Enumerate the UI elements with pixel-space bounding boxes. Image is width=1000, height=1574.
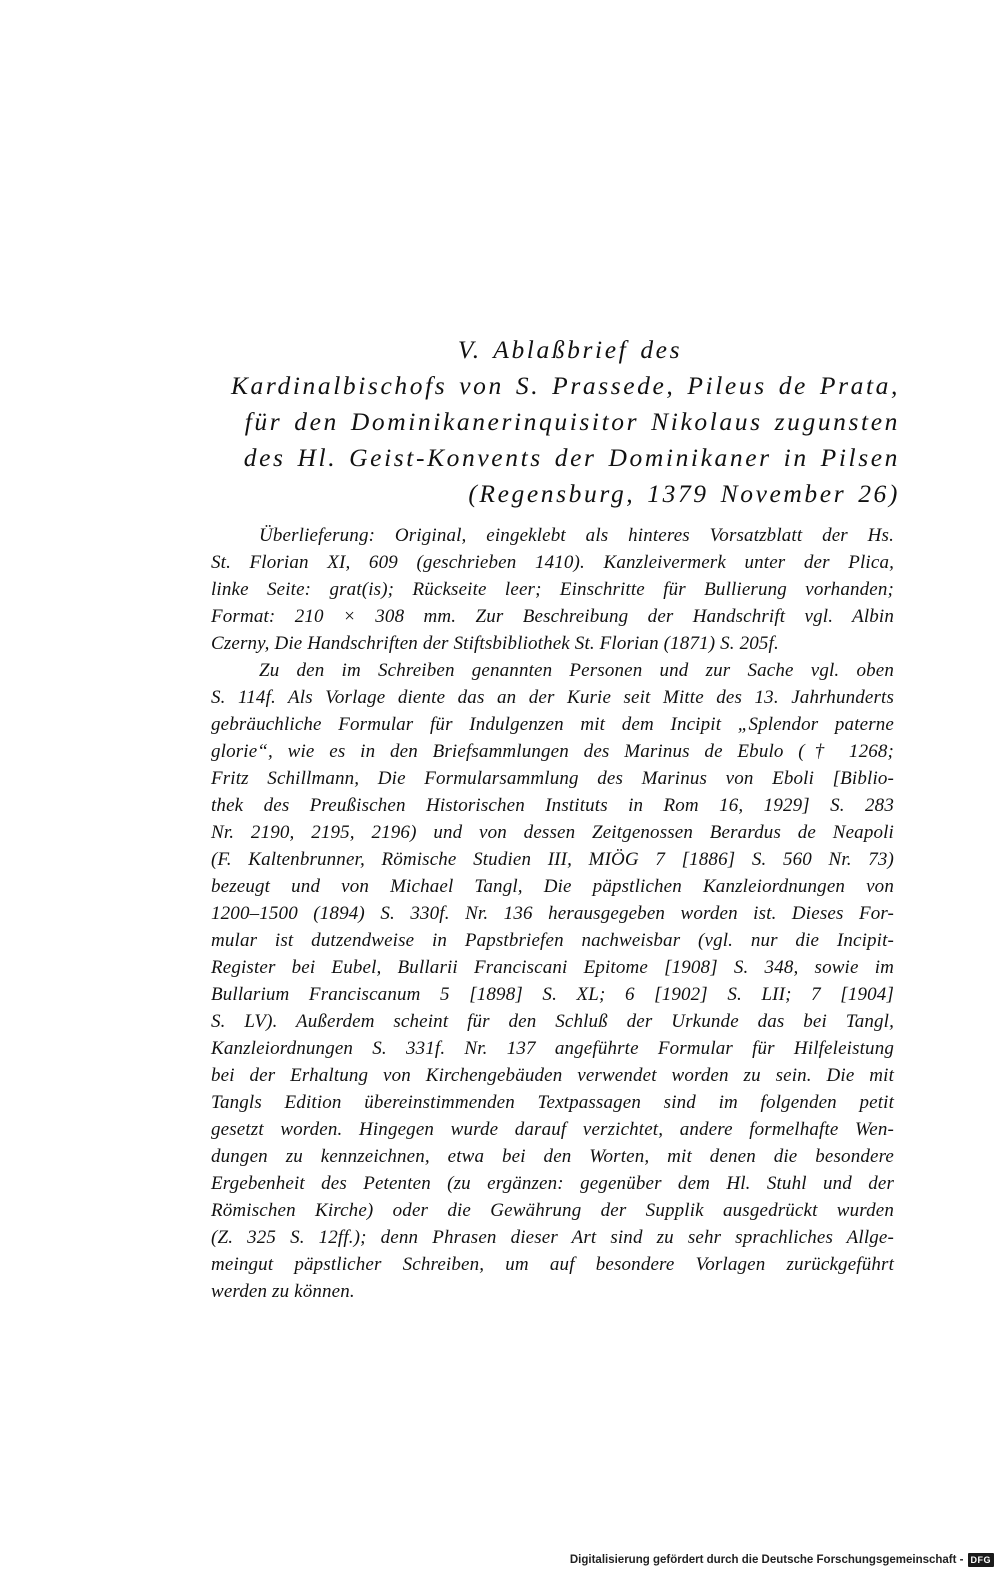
body-line: 1200–1500 (1894) S. 330f. Nr. 136 herausgegeben worden ist. Dieses For-	[211, 903, 894, 924]
body-line: Zu den im Schreiben genannten Personen und zur Sache vgl. oben	[259, 660, 894, 681]
body-line: S. LV). Außerdem scheint für den Schluß der Urkunde das bei Tangl,	[211, 1011, 894, 1032]
document-body	[211, 522, 894, 1305]
body-line: Czerny, Die Handschriften der Stiftsbibliothek St. Florian (1871) S. 205f.	[211, 633, 779, 654]
body-line: meingut päpstlicher Schreiben, um auf besondere Vorlagen zurückgeführt	[211, 1254, 894, 1275]
title-line: des Hl. Geist-Konvents der Dominikaner in Pilsen	[243, 443, 900, 472]
digitization-footer	[570, 1550, 994, 1570]
body-line: Überlieferung: Original, eingeklebt als hinteres Vorsatzblatt der Hs.	[259, 525, 894, 546]
body-line: Fritz Schillmann, Die Formularsammlung des Marinus von Eboli [Biblio-	[211, 768, 894, 789]
footer-credit: Digitalisierung gefördert durch die Deutsche Forschungsgemeinschaft -	[569, 1554, 964, 1566]
title-line: V. Ablaßbrief des	[457, 335, 683, 364]
body-line: bezeugt und von Michael Tangl, Die päpstlichen Kanzleiordnungen von	[211, 876, 894, 897]
body-line: werden zu können.	[211, 1281, 355, 1302]
body-line: S. 114f. Als Vorlage diente das an der Kurie seit Mitte des 13. Jahrhunderts	[211, 687, 894, 708]
body-line: Kanzleiordnungen S. 331f. Nr. 137 angeführte Formular für Hilfeleistung	[211, 1038, 894, 1059]
body-line: glorie“, wie es in den Briefsammlungen des Marinus de Ebulo († 1268;	[211, 741, 894, 762]
body-line: Römischen Kirche) oder die Gewährung der Supplik ausgedrückt wurden	[211, 1200, 894, 1221]
document-title	[200, 332, 900, 512]
body-line: linke Seite: grat(is); Rückseite leer; Einschritte für Bullierung vorhanden;	[211, 579, 894, 600]
body-line: Nr. 2190, 2195, 2196) und von dessen Zeitgenossen Berardus de Neapoli	[211, 822, 894, 843]
body-line: (Z. 325 S. 12ff.); denn Phrasen dieser Art sind zu sehr sprachliches Allge-	[211, 1227, 894, 1248]
title-line: für den Dominikanerinquisitor Nikolaus zugunsten	[244, 407, 900, 436]
title-line: (Regensburg, 1379 November 26)	[468, 479, 900, 508]
body-line: St. Florian XI, 609 (geschrieben 1410). Kanzleivermerk unter der Plica,	[211, 552, 894, 573]
body-line: Format: 210 × 308 mm. Zur Beschreibung der Handschrift vgl. Albin	[211, 606, 894, 627]
body-line: bei der Erhaltung von Kirchengebäuden verwendet worden zu sein. Die mit	[211, 1065, 894, 1086]
dfg-logo: DFG	[968, 1553, 995, 1567]
body-line: thek des Preußischen Historischen Instituts in Rom 16, 1929] S. 283	[211, 795, 894, 816]
body-line: mular ist dutzendweise in Papstbriefen nachweisbar (vgl. nur die Incipit-	[211, 930, 894, 951]
body-line: dungen zu kennzeichnen, etwa bei den Worten, mit denen die besondere	[211, 1146, 894, 1167]
body-line: (F. Kaltenbrunner, Römische Studien III, MIÖG 7 [1886] S. 560 Nr. 73)	[211, 849, 894, 870]
body-line: Tangls Edition übereinstimmenden Textpassagen sind im folgenden petit	[211, 1092, 894, 1113]
body-line: Ergebenheit des Petenten (zu ergänzen: gegenüber dem Hl. Stuhl und der	[211, 1173, 894, 1194]
body-line: gesetzt worden. Hingegen wurde darauf verzichtet, andere formelhafte Wen-	[211, 1119, 894, 1140]
title-line: Kardinalbischofs von S. Prassede, Pileus de Prata,	[230, 371, 900, 400]
body-line: Bullarium Franciscanum 5 [1898] S. XL; 6 [1902] S. LII; 7 [1904]	[211, 984, 894, 1005]
body-line: gebräuchliche Formular für Indulgenzen mit dem Incipit „Splendor paterne	[211, 714, 894, 735]
body-line: Register bei Eubel, Bullarii Franciscani Epitome [1908] S. 348, sowie im	[211, 957, 894, 978]
